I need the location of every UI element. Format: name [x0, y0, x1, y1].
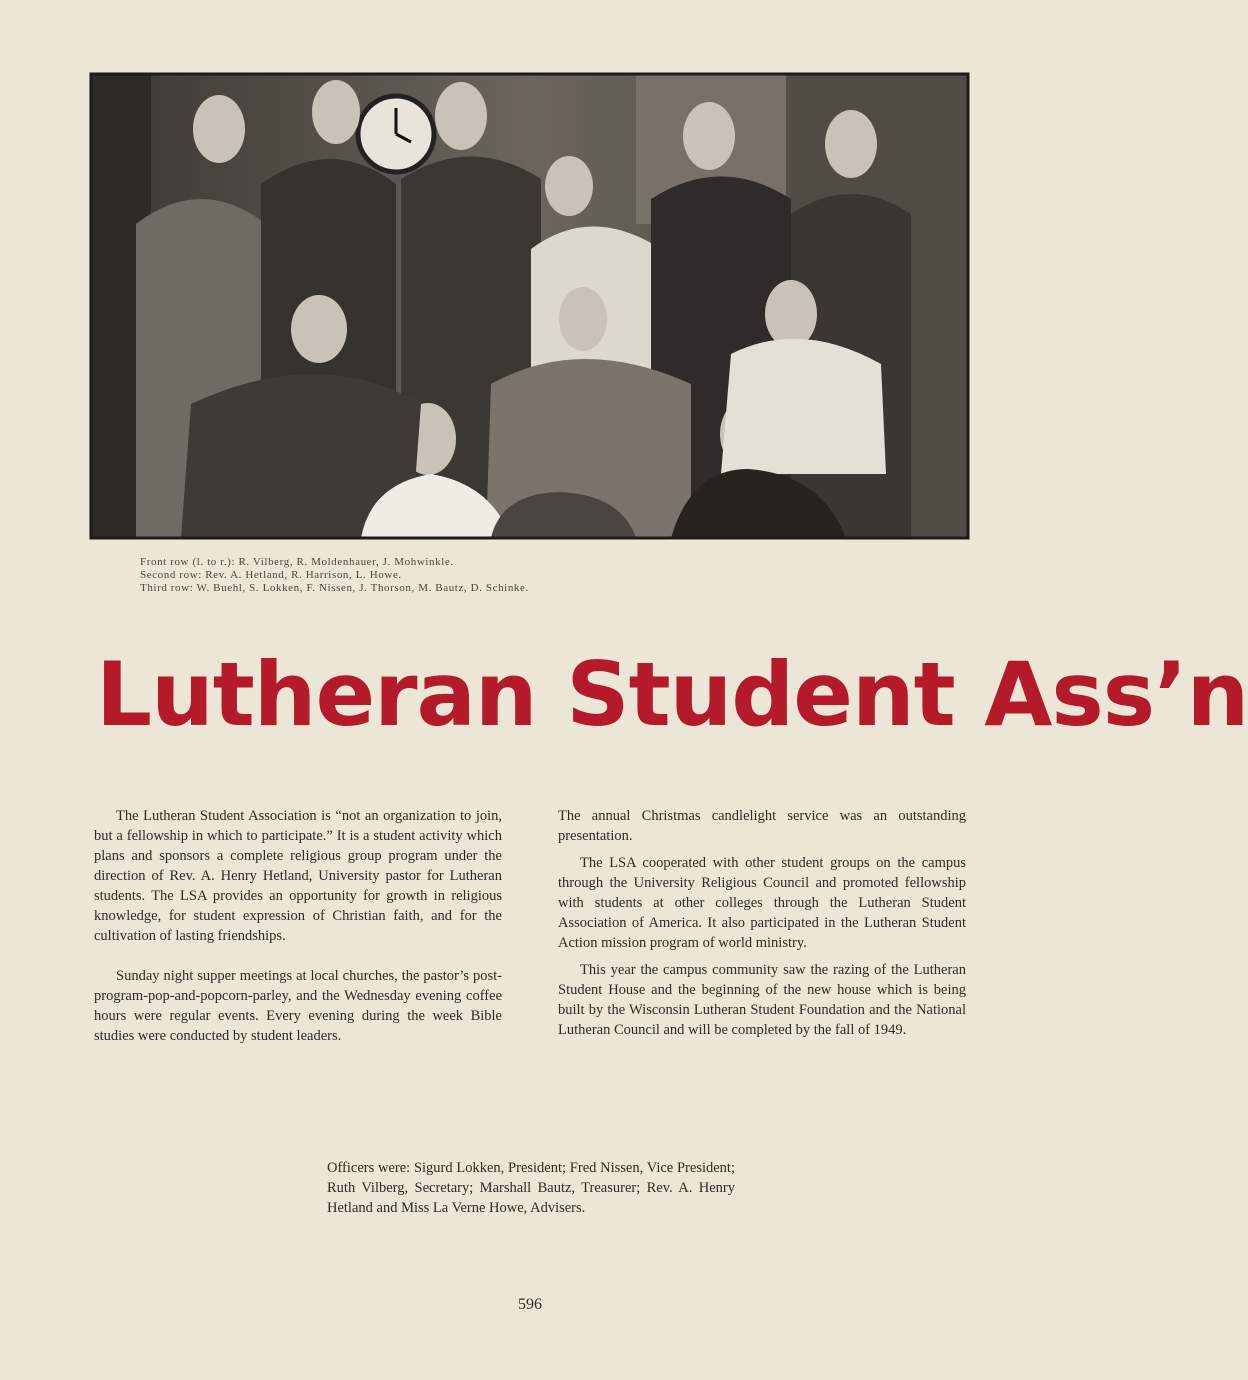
caption-third-row: Third row: W. Buehl, S. Lokken, F. Nissen, J. Thorson, M. Bautz, D. Schinke. — [140, 582, 529, 594]
paragraph-events: Sunday night supper meetings at local churches, the pastor’s post-program-pop-and-popcorn-parley, and the Wednesday evening coffee hours were regular events. Every evening during the week Bible studies were conducted by student leaders. — [94, 968, 502, 1044]
caption-second-row: Second row: Rev. A. Hetland, R. Harrison, L. Howe. — [140, 569, 402, 581]
group-photograph — [91, 74, 968, 538]
officers-paragraph: Officers were: Sigurd Lokken, President; Fred Nissen, Vice President; Ruth Vilberg, Secretary; Marshall Bautz, Treasurer; Rev. A. Henry Hetland and Miss La Verne Howe, Advisers. — [327, 1160, 735, 1216]
caption-front-row: Front row (l. to r.): R. Vilberg, R. Moldenhauer, J. Mohwinkle. — [140, 556, 454, 568]
paragraph-intro: The Lutheran Student Association is “not an organization to join, but a fellowship in which to participate.” It is a student activity which plans and sponsors a complete religious group program under the direction of Rev. A. Henry Hetland, University pastor for Lutheran students. The LSA provides an opportunity for growth in religious knowledge, for student expression of Christian faith, and for the cultivation of lasting friendships. — [94, 808, 502, 944]
paragraph-christmas: The annual Christmas candlelight service was an outstanding presentation. — [558, 808, 966, 844]
body-column-left — [94, 806, 502, 1046]
body-column-right — [558, 806, 966, 1040]
paragraph-new-house: This year the campus community saw the razing of the Lutheran Student House and the beginning of the new house which is being built by the Wisconsin Lutheran Student Foundation and the National Lutheran Council and will be completed by the fall of 1949. — [558, 962, 966, 1038]
photo-caption — [140, 556, 529, 595]
group-photograph-image — [91, 74, 968, 538]
page-number: 596 — [518, 1296, 542, 1313]
page-title: Lutheran Student Ass’n — [96, 643, 1248, 746]
paragraph-cooperation: The LSA cooperated with other student groups on the campus through the University Religious Council and promoted fellowship with students at other colleges through the Lutheran Student Association of America. It also participated in the Lutheran Student Action mission program of world ministry. — [558, 855, 966, 951]
